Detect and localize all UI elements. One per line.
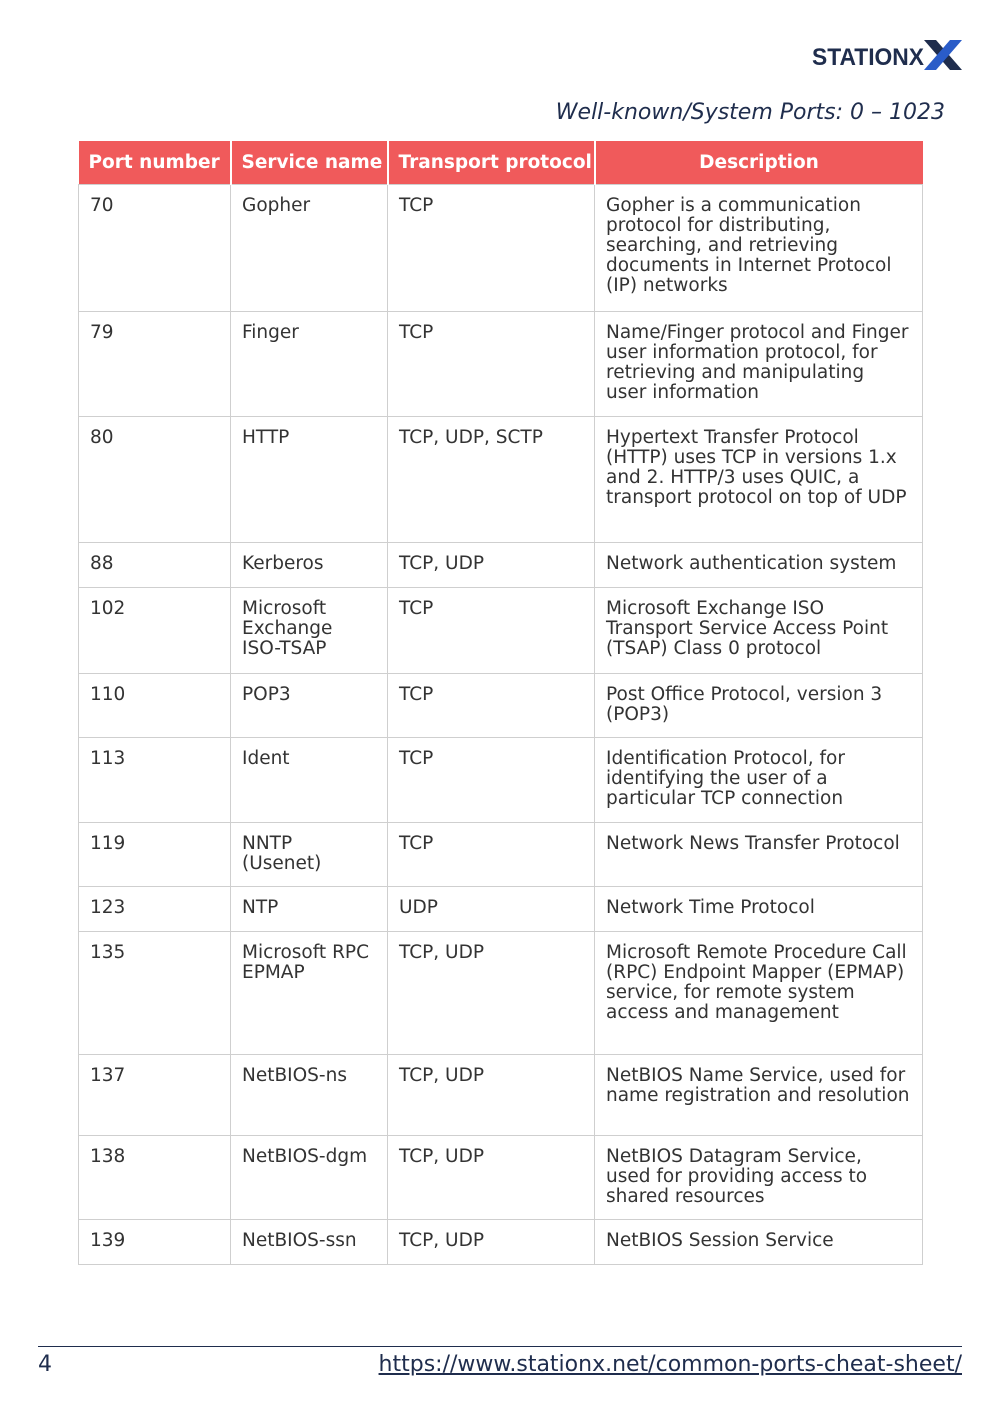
- description-cell: Hypertext Transfer Protocol (HTTP) uses TCP in versions 1.x and 2. HTTP/3 uses QUIC, a transport protocol on top of UDP: [595, 417, 923, 543]
- service-cell: NTP: [231, 887, 388, 932]
- description-cell: Microsoft Remote Procedure Call (RPC) Endpoint Mapper (EPMAP) service, for remote system access and management: [595, 932, 923, 1055]
- table-row: [79, 932, 923, 1055]
- table-row: [79, 887, 923, 932]
- table-row: [79, 312, 923, 417]
- service-cell: NetBIOS-dgm: [231, 1136, 388, 1220]
- service-cell: NetBIOS-ns: [231, 1055, 388, 1136]
- section-title: Well-known/System Ports: 0 – 1023: [555, 100, 945, 125]
- protocol-cell: TCP: [388, 823, 595, 887]
- description-cell: Network authentication system: [595, 543, 923, 588]
- service-cell: Finger: [231, 312, 388, 417]
- logo-wordmark: STATIONX: [812, 44, 924, 71]
- description-cell: Network News Transfer Protocol: [595, 823, 923, 887]
- port-cell: 139: [79, 1220, 231, 1265]
- port-cell: 123: [79, 887, 231, 932]
- description-cell: NetBIOS Datagram Service, used for providing access to shared resources: [595, 1136, 923, 1220]
- table-row: [79, 1055, 923, 1136]
- service-cell: Ident: [231, 738, 388, 823]
- table-row: [79, 417, 923, 543]
- service-cell: Microsoft RPC EPMAP: [231, 932, 388, 1055]
- table-row: [79, 543, 923, 588]
- description-cell: Network Time Protocol: [595, 887, 923, 932]
- footer-divider: [38, 1346, 962, 1347]
- service-cell: NNTP (Usenet): [231, 823, 388, 887]
- protocol-cell: TCP, UDP: [388, 1136, 595, 1220]
- protocol-cell: TCP, UDP: [388, 932, 595, 1055]
- service-cell: Gopher: [231, 185, 388, 312]
- description-cell: NetBIOS Session Service: [595, 1220, 923, 1265]
- description-cell: Post Office Protocol, version 3 (POP3): [595, 674, 923, 738]
- header-transport-protocol: Transport protocol: [388, 141, 595, 185]
- table-row: [79, 738, 923, 823]
- protocol-cell: TCP: [388, 588, 595, 674]
- port-cell: 138: [79, 1136, 231, 1220]
- port-cell: 88: [79, 543, 231, 588]
- protocol-cell: TCP: [388, 185, 595, 312]
- port-cell: 135: [79, 932, 231, 1055]
- header-service-name: Service name: [231, 141, 388, 185]
- protocol-cell: TCP: [388, 312, 595, 417]
- description-cell: Microsoft Exchange ISO Transport Service Access Point (TSAP) Class 0 protocol: [595, 588, 923, 674]
- table-row: [79, 674, 923, 738]
- description-cell: Name/Finger protocol and Finger user information protocol, for retrieving and manipulating user information: [595, 312, 923, 417]
- description-cell: NetBIOS Name Service, used for name registration and resolution: [595, 1055, 923, 1136]
- protocol-cell: TCP, UDP: [388, 1055, 595, 1136]
- protocol-cell: TCP, UDP: [388, 543, 595, 588]
- ports-table: [78, 141, 923, 1265]
- protocol-cell: TCP: [388, 674, 595, 738]
- footer-url-link[interactable]: https://www.stationx.net/common-ports-cheat-sheet/: [378, 1352, 962, 1377]
- page-number: 4: [38, 1352, 52, 1377]
- port-cell: 80: [79, 417, 231, 543]
- table-row: [79, 1136, 923, 1220]
- port-cell: 113: [79, 738, 231, 823]
- protocol-cell: TCP, UDP, SCTP: [388, 417, 595, 543]
- service-cell: POP3: [231, 674, 388, 738]
- protocol-cell: UDP: [388, 887, 595, 932]
- port-cell: 137: [79, 1055, 231, 1136]
- port-cell: 110: [79, 674, 231, 738]
- table-row: [79, 185, 923, 312]
- table-header-row: [79, 141, 923, 185]
- port-cell: 79: [79, 312, 231, 417]
- protocol-cell: TCP, UDP: [388, 1220, 595, 1265]
- header-port-number: Port number: [79, 141, 231, 185]
- table-row: [79, 588, 923, 674]
- protocol-cell: TCP: [388, 738, 595, 823]
- table-row: [79, 823, 923, 887]
- description-cell: Identification Protocol, for identifying the user of a particular TCP connection: [595, 738, 923, 823]
- service-cell: HTTP: [231, 417, 388, 543]
- table-row: [79, 1220, 923, 1265]
- stationx-logo: [812, 38, 962, 72]
- header-description: Description: [595, 141, 923, 185]
- port-cell: 102: [79, 588, 231, 674]
- description-cell: Gopher is a communication protocol for distributing, searching, and retrieving documents in Internet Protocol (IP) networks: [595, 185, 923, 312]
- table-body: [79, 185, 923, 1265]
- port-cell: 119: [79, 823, 231, 887]
- service-cell: NetBIOS-ssn: [231, 1220, 388, 1265]
- service-cell: Microsoft Exchange ISO-TSAP: [231, 588, 388, 674]
- port-cell: 70: [79, 185, 231, 312]
- service-cell: Kerberos: [231, 543, 388, 588]
